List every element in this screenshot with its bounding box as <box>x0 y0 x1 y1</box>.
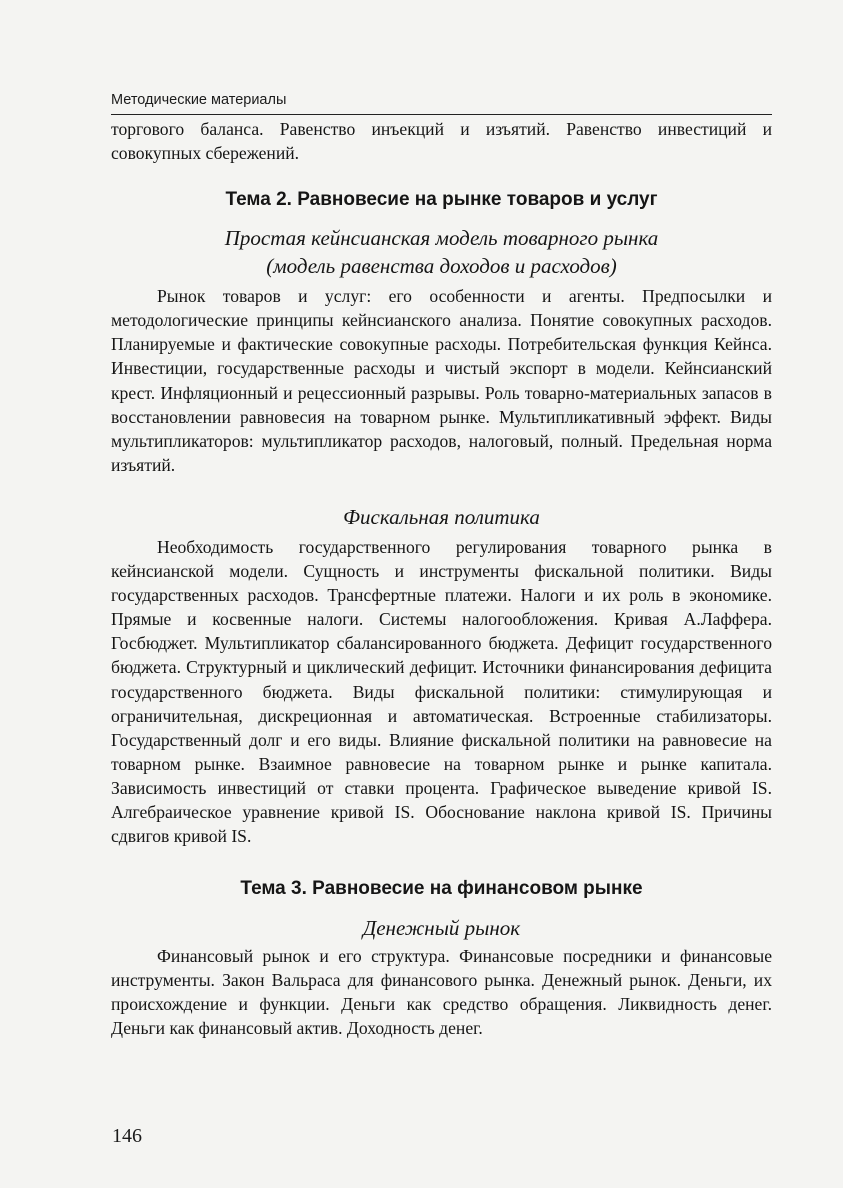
keynesian-model-subheading-line2: (модель равенства доходов и расходов) <box>266 254 617 279</box>
page-content <box>111 117 772 1041</box>
running-header-title: Методические материалы <box>111 92 287 108</box>
money-market-paragraph: Финансовый рынок и его структура. Финансовые посредники и финансовые инструменты. Закон Вальраса для финансового рынка. Денежный рынок. Деньги, их происхождение и функции. Деньги как средство обращения. Ликвидность денег. Деньги как финансовый актив. Доходность денег. <box>111 946 772 1039</box>
fiscal-policy-paragraph: Необходимость государственного регулирования товарного рынка в кейнсианской модели. Сущность и инструменты фискальной политики. Виды государственных расходов. Трансфертные платежи. Налоги и их роль в экономике. Прямые и косвенные налоги. Системы налогообложения. Кривая А.Лаффера. Госбюджет. Мультипликатор сбалансированного бюджета. Дефицит государственного бюджета. Структурный и циклический дефицит. Источники финансирования дефицита государственного бюджета. Виды фискальной политики: стимулирующая и ограничительная, дискреционная и автоматическая. Встроенные стабилизаторы. Государственный долг и его виды. Влияние фискальной политики на равновесие на товарном рынке. Взаимное равновесие на товарном рынке и рынке капитала. Зависимость инвестиций от ставки процента. Графическое выведение кривой IS. Алгебраическое уравнение кривой IS. Обоснование наклона кривой IS. Причины сдвигов кривой IS. <box>111 536 772 847</box>
topic-2-heading: Тема 2. Равновесие на рынке товаров и услуг <box>225 189 658 211</box>
running-header <box>111 90 772 115</box>
money-market-subheading: Денежный рынок <box>362 916 521 941</box>
keynesian-model-subheading <box>111 224 772 280</box>
topic-3-heading: Тема 3. Равновесие на финансовом рынке <box>240 878 643 900</box>
page-number: 146 <box>112 1125 142 1147</box>
intro-paragraph: торгового баланса. Равенство инъекций и изъятий. Равенство инвестиций и совокупных сбережений. <box>111 119 772 164</box>
keynesian-model-subheading-line1: Простая кейнсианская модель товарного рынка <box>224 226 659 251</box>
keynesian-model-paragraph: Рынок товаров и услуг: его особенности и агенты. Предпосылки и методологические принципы кейнсианского анализа. Понятие совокупных расходов. Планируемые и фактические совокупные расходы. Потребительская функция Кейнса. Инвестиции, государственные расходы и чистый экспорт в модели. Кейнсианский крест. Инфляционный и рецессионный разрывы. Роль товарно-материальных запасов в восстановлении равновесия на товарном рынке. Мультипликативный эффект. Виды мультипликаторов: мультипликатор расходов, налоговый, полный. Предельная норма изъятий. <box>111 286 772 475</box>
fiscal-policy-subheading: Фискальная политика <box>343 504 540 529</box>
